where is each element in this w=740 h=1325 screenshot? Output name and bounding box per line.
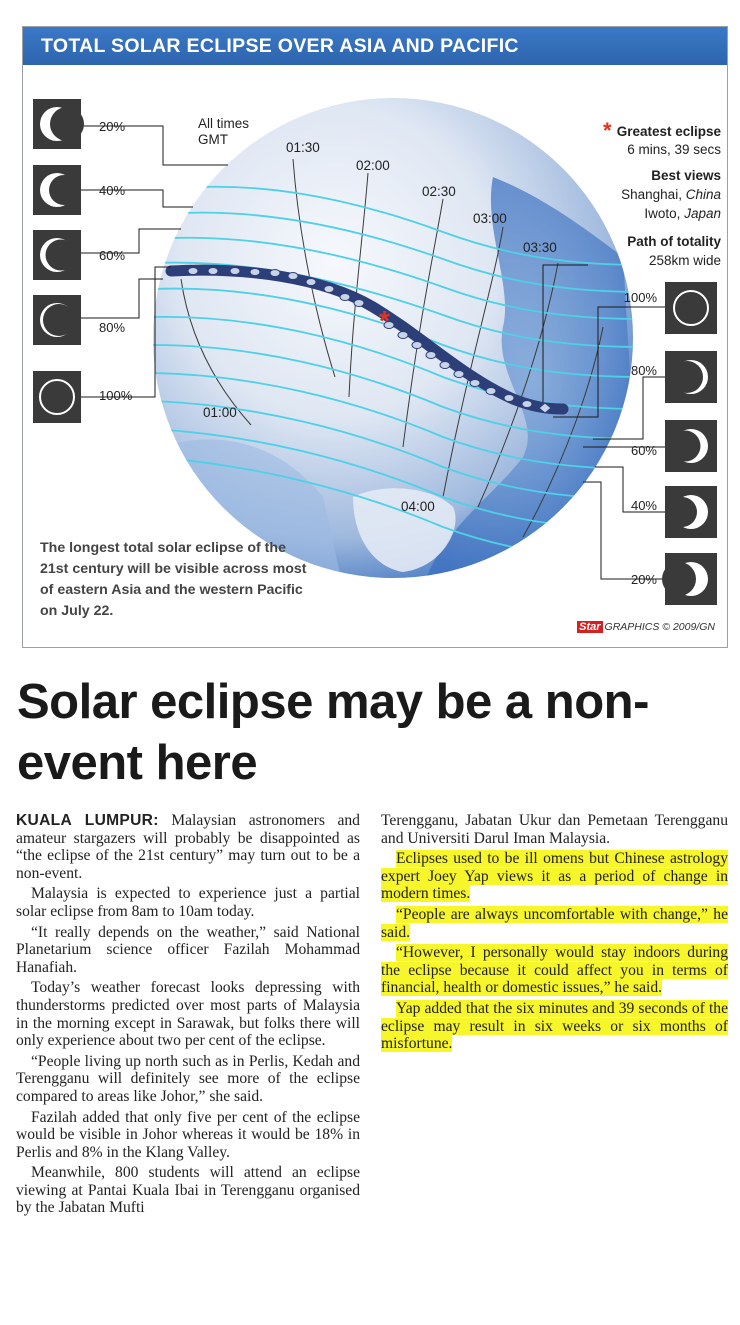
left-phase-icons: [33, 99, 84, 423]
graphic-title: TOTAL SOLAR ECLIPSE OVER ASIA AND PACIFIC: [23, 27, 727, 65]
time-label: 04:00: [401, 499, 435, 514]
left-phase-labels: [99, 119, 133, 403]
paragraph-highlighted: [381, 906, 728, 941]
legend-greatest-eclipse: Greatest eclipse: [616, 124, 721, 139]
time-label: 01:00: [203, 405, 237, 420]
paragraph: Fazilah added that only five per cent of the eclipse would be visible in Johor whereas it would be 18% in Perlis and 8% in the Klang Valley.: [16, 1108, 360, 1161]
time-label: 02:00: [356, 158, 390, 173]
paragraph: [16, 812, 360, 882]
right-phase-label: 100%: [623, 290, 657, 305]
phase-20-left-icon: [33, 99, 84, 149]
paragraph: “People living up north such as in Perlis, Kedah and Terengganu will definitely see more of the eclipse compared to areas like Johor,” she said.: [16, 1052, 360, 1105]
phase-100-left-icon: [33, 371, 81, 423]
phase-40-left-icon: [33, 165, 81, 215]
phase-20-right-icon: [662, 553, 717, 605]
times-note: [198, 116, 249, 147]
paragraph: “It really depends on the weather,” said National Planetarium science officer Fazilah Mohammad Hanafiah.: [16, 923, 360, 976]
highlighted-text: “People are always uncomfortable with change,” he said.: [381, 905, 728, 941]
paragraph: Terengganu, Jabatan Ukur dan Pemetaan Terengganu and Universiti Darul Iman Malaysia.: [381, 812, 728, 847]
right-phase-icons: [662, 282, 717, 605]
paragraph-text: Malaysian astronomers and amateur stargazers will probably be disappointed as “the eclipse of the 21st century” may turn out to be a non-event.: [16, 812, 360, 882]
time-label: 02:30: [422, 184, 456, 199]
paragraph-highlighted: [381, 850, 728, 903]
legend-greatest-duration: 6 mins, 39 secs: [627, 142, 721, 157]
paragraph-highlighted: [381, 944, 728, 997]
left-phase-label: 80%: [99, 320, 126, 335]
legend: [603, 118, 721, 268]
legend-path-width: 258km wide: [648, 253, 721, 268]
phase-100-right-icon: [665, 282, 717, 334]
dateline: KUALA LUMPUR:: [16, 812, 159, 829]
phase-80-right-icon: [665, 351, 717, 403]
right-phase-label: 40%: [630, 498, 657, 513]
right-phase-label: 20%: [630, 572, 657, 587]
left-phase-label: 60%: [99, 248, 126, 263]
left-phase-label: 40%: [99, 183, 126, 198]
legend-star-icon: *: [603, 118, 612, 143]
left-phase-label: 100%: [99, 388, 133, 403]
right-phase-label: 80%: [630, 363, 657, 378]
left-phase-label: 20%: [99, 119, 126, 134]
paragraph: Meanwhile, 800 students will attend an eclipse viewing at Pantai Kuala Ibai in Terengganu organised by the Jabatan Mufti: [16, 1164, 360, 1217]
time-label: 03:00: [473, 211, 507, 226]
legend-path-of-totality: Path of totality: [627, 234, 721, 249]
phase-60-left-icon: [33, 230, 81, 280]
article-column-1: [16, 812, 360, 1220]
times-note-line: All times: [198, 116, 250, 131]
eclipse-infographic: [22, 26, 728, 648]
phase-80-left-icon: [33, 295, 81, 345]
graphic-credit: [577, 621, 715, 633]
graphic-caption: The longest total solar eclipse of the 21st century will be visible across most of eastern Asia and the western Pacific on July 22.: [40, 540, 307, 619]
highlighted-text: Yap added that the six minutes and 39 seconds of the eclipse may result in six weeks or six months of misfortune.: [381, 999, 728, 1053]
article-column-2: [381, 812, 728, 1056]
legend-best-view-1: Shanghai, China: [621, 187, 721, 202]
star-logo: Star: [579, 621, 601, 633]
paragraph: Malaysia is expected to experience just a partial solar eclipse from 8am to 10am today.: [16, 885, 360, 920]
time-label: 01:30: [286, 140, 320, 155]
paragraph: Today’s weather forecast looks depressing with thunderstorms predicted over most parts of Malaysia in the morning except in Sarawak, but folks there will only experience about two per cent of the eclipse.: [16, 979, 360, 1050]
times-note-line: GMT: [198, 132, 228, 147]
headline: Solar eclipse may be a non-event here: [17, 675, 649, 790]
phase-40-right-icon: [665, 486, 717, 538]
legend-best-view-2: Iwoto, Japan: [644, 206, 721, 221]
greatest-eclipse-star-icon: *: [379, 305, 390, 336]
highlighted-text: “However, I personally would stay indoors during the eclipse because it could affect you in terms of financial, health or domestic issues,” he said.: [381, 944, 728, 997]
right-phase-label: 60%: [630, 443, 657, 458]
time-label: 03:30: [523, 240, 557, 255]
credit-text: GRAPHICS © 2009/GN: [604, 621, 715, 633]
legend-best-views: Best views: [651, 168, 721, 183]
highlighted-text: Eclipses used to be ill omens but Chinese astrology expert Joey Yap views it as a period of change in modern times.: [381, 850, 728, 903]
phase-60-right-icon: [665, 420, 717, 472]
paragraph-highlighted: [381, 1000, 728, 1053]
